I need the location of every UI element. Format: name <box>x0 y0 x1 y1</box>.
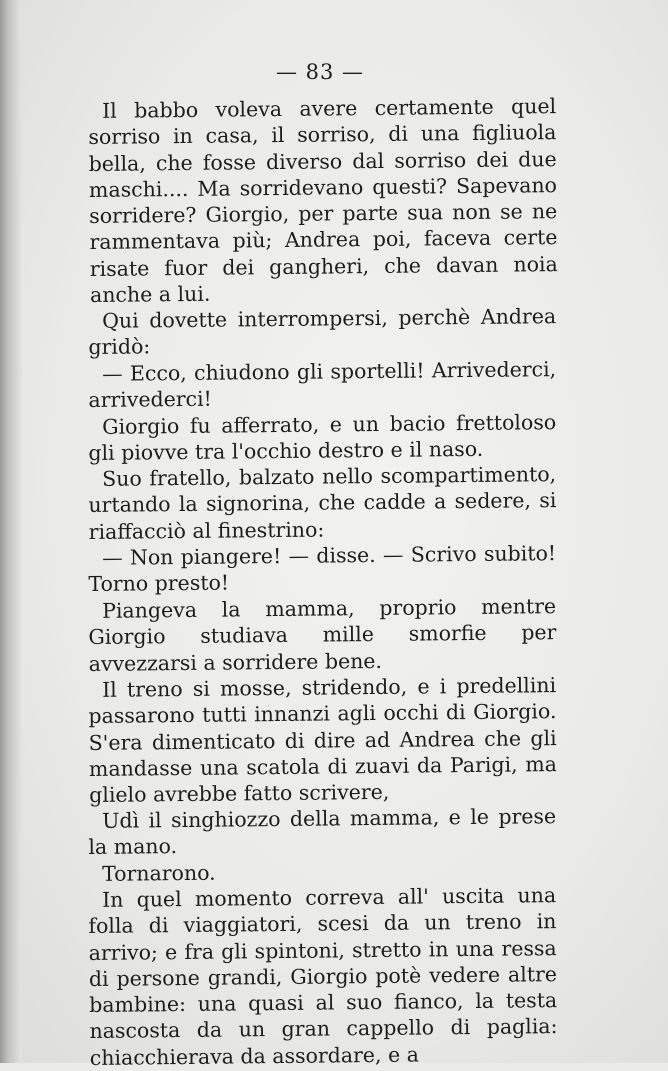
paragraph: Suo fratello, balzato nello scompartimento, urtando la signorina, che cadde a sedere, si riaffacciò al finestrino: <box>88 462 557 544</box>
paragraph: Udì il singhiozzo della mamma, e le prese la mano. <box>88 804 557 860</box>
paragraph: Qui dovette interrompersi, perchè Andrea gridò: <box>88 304 557 360</box>
page-number: — 83 — <box>275 60 365 84</box>
body-text <box>88 94 558 1071</box>
paragraph: — Ecco, chiudono gli sportelli! Arrivederci, arrivederci! <box>88 357 557 413</box>
paragraph: Piangeva la mamma, proprio mentre Giorgio studiava mille smorfie per avvezzarsi a sorridere bene. <box>88 593 557 676</box>
paragraph: Giorgio fu afferrato, e un bacio frettoloso gli piovve tra l'occhio destro e il naso. <box>88 409 557 465</box>
paragraph: In quel momento correva all' uscita una folla di viaggiatori, scesi da un treno in arrivo; e fra gli spintoni, stretto in una ressa di persone grandi, Giorgio potè vedere altre bambine: una quasi al suo fianco, la testa nascosta da un gran cappello di paglia: chiacchierava da assordare, e a <box>88 883 558 1070</box>
paragraph: Il treno si mosse, stridendo, e i predellini passarono tutti innanzi agli occhi di Giorgio. S'era dimenticato di dire ad Andrea che gli mandasse una scatola di zuavi da Parigi, ma glielo avrebbe fatto scrivere, <box>88 672 558 807</box>
paragraph: — Non piangere! — disse. — Scrivo subito! Torno presto! <box>88 541 557 597</box>
paragraph: Tornarono. <box>102 860 216 886</box>
paragraph: Il babbo voleva avere certamente quel sorriso in casa, il sorriso, di una figliuola bella, che fosse diverso dal sorriso dei due maschi.... Ma sorridevano questi? Sapevano sorridere? Giorgio, per parte sua non se ne rammentava più; Andrea poi, faceva certe risate fuor dei gangheri, che davan noia anche a lui. <box>88 94 558 308</box>
page-spine-shadow <box>0 0 22 1063</box>
